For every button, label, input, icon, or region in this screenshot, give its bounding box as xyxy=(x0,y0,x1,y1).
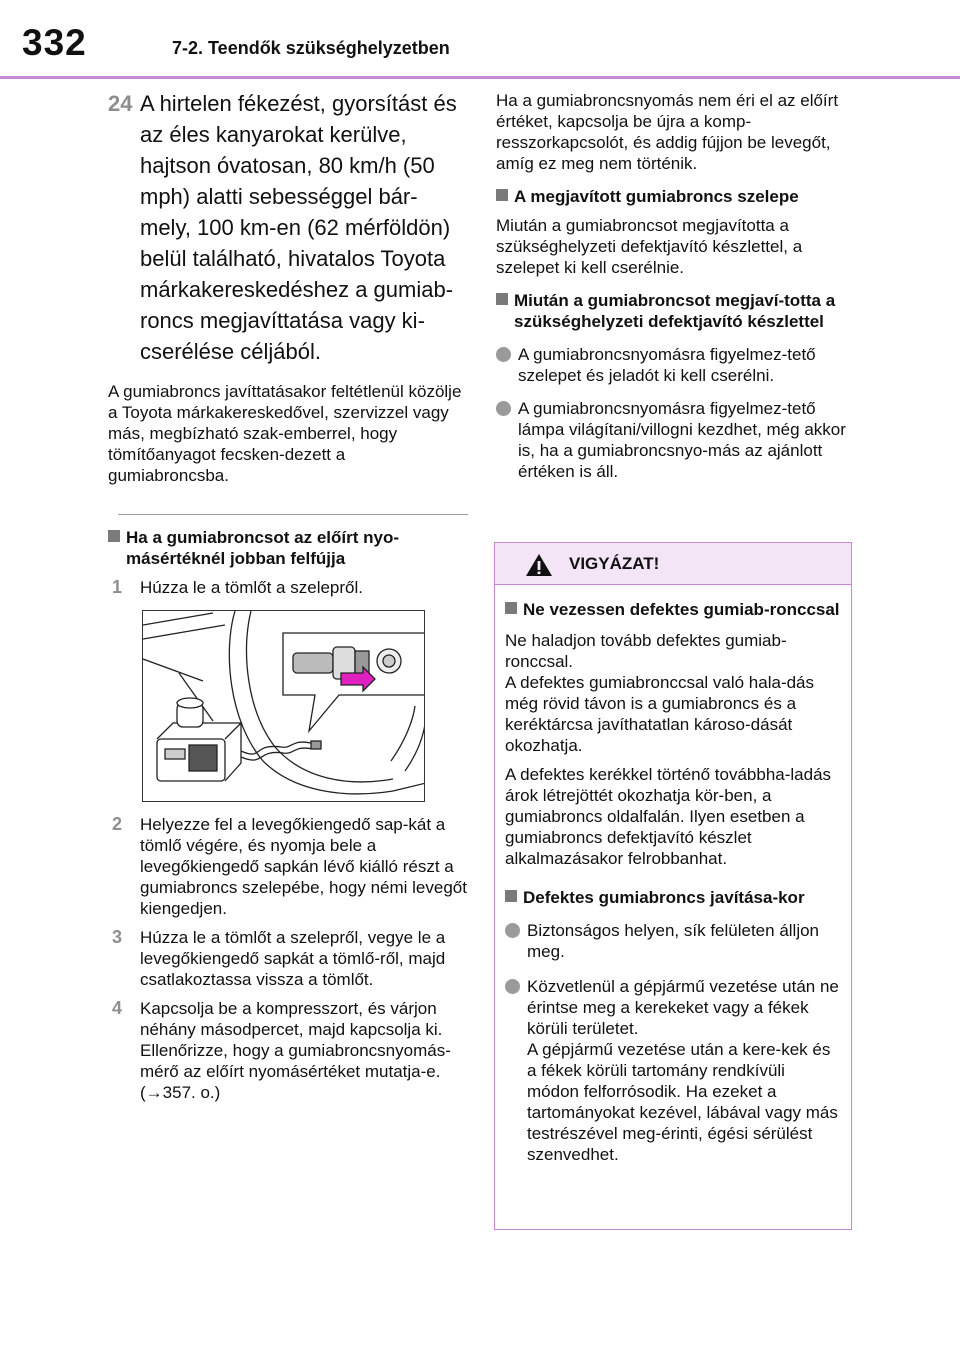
compressor-illustration xyxy=(142,610,425,802)
repair-note: A gumiabroncs javíttatásakor feltétlenül közölje a Toyota márkakereskedővel, szervizzel vagy más, megbízható szak-emberrel, hogy tömítőanyagot fecsken-dezett a gumiabroncsba. xyxy=(108,382,462,485)
list-item xyxy=(505,920,841,962)
heading-text: Miután a gumiabroncsot megjaví-totta a szükséghelyzeti defektjavító készlettel xyxy=(514,291,836,331)
step-number: 4 xyxy=(112,998,123,1018)
section-heading xyxy=(496,186,854,207)
section-heading xyxy=(108,527,468,569)
circle-bullet-icon xyxy=(505,923,520,938)
divider xyxy=(118,514,468,515)
step-4 xyxy=(108,998,468,1103)
square-bullet-icon xyxy=(505,602,517,614)
list-item xyxy=(496,344,854,386)
caution-text: A defektes gumiabronccsal való hala-dás még rövid távon is a gumiabroncs és a keréktárcsa javíthatatlan károso-dását okozhatja. xyxy=(505,673,815,755)
bullet-text: Biztonságos helyen, sík felületen álljon meg. xyxy=(527,921,820,961)
caution-box xyxy=(494,542,852,1230)
page-header xyxy=(0,0,960,78)
circle-bullet-icon xyxy=(505,979,520,994)
page-number: 332 xyxy=(22,22,87,63)
right-column xyxy=(496,90,854,482)
pressure-note: Ha a gumiabroncsnyomás nem éri el az előírt értéket, kapcsolja be újra a komp-resszorkapcsolót, és addig fújjon be levegőt, amíg ez meg nem történik. xyxy=(496,91,839,173)
square-bullet-icon xyxy=(496,293,508,305)
caution-para xyxy=(505,630,841,756)
header-rule xyxy=(0,76,960,79)
section-title: 7-2. Teendők szükséghelyzetben xyxy=(172,38,450,58)
step-text: Húzza le a tömlőt a szelepről. xyxy=(140,578,363,597)
caution-body xyxy=(495,599,851,1165)
step-number: 2 xyxy=(112,814,123,834)
heading-text: Ha a gumiabroncsot az előírt nyo-másértéknél jobban felfújja xyxy=(126,528,399,568)
step-number: 3 xyxy=(112,927,123,947)
caution-label: VIGYÁZAT! xyxy=(569,554,660,573)
caution-para: A defektes kerékkel történő továbbha-ladás árok létrejöttét okozhatja kör-ben, a gumiabroncs oldalfalán. Ilyen esetben a gumiabroncs defektjavító készlet alkalmazásakor felrobbanhat. xyxy=(505,765,832,868)
heading-text: Ne vezessen defektes gumiab-ronccsal xyxy=(523,600,840,619)
section-heading xyxy=(496,290,854,332)
left-column xyxy=(108,88,468,1103)
compressor-hose-valve-image xyxy=(143,611,425,802)
step-text: A hirtelen fékezést, gyorsítást és az éles kanyarokat kerülve, hajtson óvatosan, 80 km/h (50 mph) alatti sebességgel bár-mely, 100 km-en (62 mérföldön) belül található, hivatalos Toyota márkakereskedéshez a gumiab-roncs megjavíttatása vagy ki-cserélése céljából. xyxy=(140,91,457,364)
step-1 xyxy=(108,577,468,598)
section-heading xyxy=(505,887,841,908)
circle-bullet-icon xyxy=(496,401,511,416)
step-2 xyxy=(108,814,468,919)
square-bullet-icon xyxy=(505,890,517,902)
bullet-text: A gumiabroncsnyomásra figyelmez-tető lámpa világítani/villogni kezdhet, még akkor is, ha a gumiabroncsnyo-más az ajánlott értéken is áll. xyxy=(518,399,846,481)
bullet-text: A gumiabroncsnyomásra figyelmez-tető szelepet és jeladót ki kell cserélni. xyxy=(518,345,816,385)
step-number: 1 xyxy=(112,577,123,597)
caution-text: Ne haladjon tovább defektes gumiab-ronccsal. xyxy=(505,631,787,671)
step-text: Kapcsolja be a kompresszort, és várjon néhány másodpercet, majd kapcsolja ki. Ellenőrizze, hogy a gumiabroncsnyomás-mérő az előírt nyomásértéket mutatja-e. (→357. o.) xyxy=(140,999,451,1102)
step-text: Húzza le a tömlőt a szelepről, vegye le a levegőkiengedő sapkát a tömlő-ről, majd csatlakoztassa vissza a tömlőt. xyxy=(140,928,446,989)
step-number: 24 xyxy=(108,91,133,116)
heading-text: Defektes gumiabroncs javítása-kor xyxy=(523,888,805,907)
bullet-text: Közvetlenül a gépjármű vezetése után ne érintse meg a kerekeket vagy a fékek körüli területet. xyxy=(527,977,839,1038)
caution-header xyxy=(495,543,851,585)
bullet-text: A gépjármű vezetése után a kere-kek és a fékek körüli tartomány rendkívüli módon felforrósodik. Ha ezeket a tartományokat kezével, lábával vagy más testrészével meg-érinti, égési sérülést szenvedhet. xyxy=(527,1040,838,1164)
circle-bullet-icon xyxy=(496,347,511,362)
square-bullet-icon xyxy=(496,189,508,201)
list-item xyxy=(496,398,854,482)
section-heading xyxy=(505,599,841,620)
heading-text: A megjavított gumiabroncs szelepe xyxy=(514,187,799,206)
list-item xyxy=(505,976,841,1165)
valve-note: Miután a gumiabroncsot megjavította a szükséghelyzeti defektjavító készlettel, a szelepet ki kell cserélnie. xyxy=(496,216,803,277)
step-3 xyxy=(108,927,468,990)
step-text: Helyezze fel a levegőkiengedő sap-kát a tömlő végére, és nyomja bele a levegőkiengedő sapkán lévő kiálló részt a gumiabroncs szelepébe, hogy némi levegőt kiengedjen. xyxy=(140,815,467,918)
warning-icon xyxy=(525,553,553,577)
step-24 xyxy=(108,88,468,367)
square-bullet-icon xyxy=(108,530,120,542)
